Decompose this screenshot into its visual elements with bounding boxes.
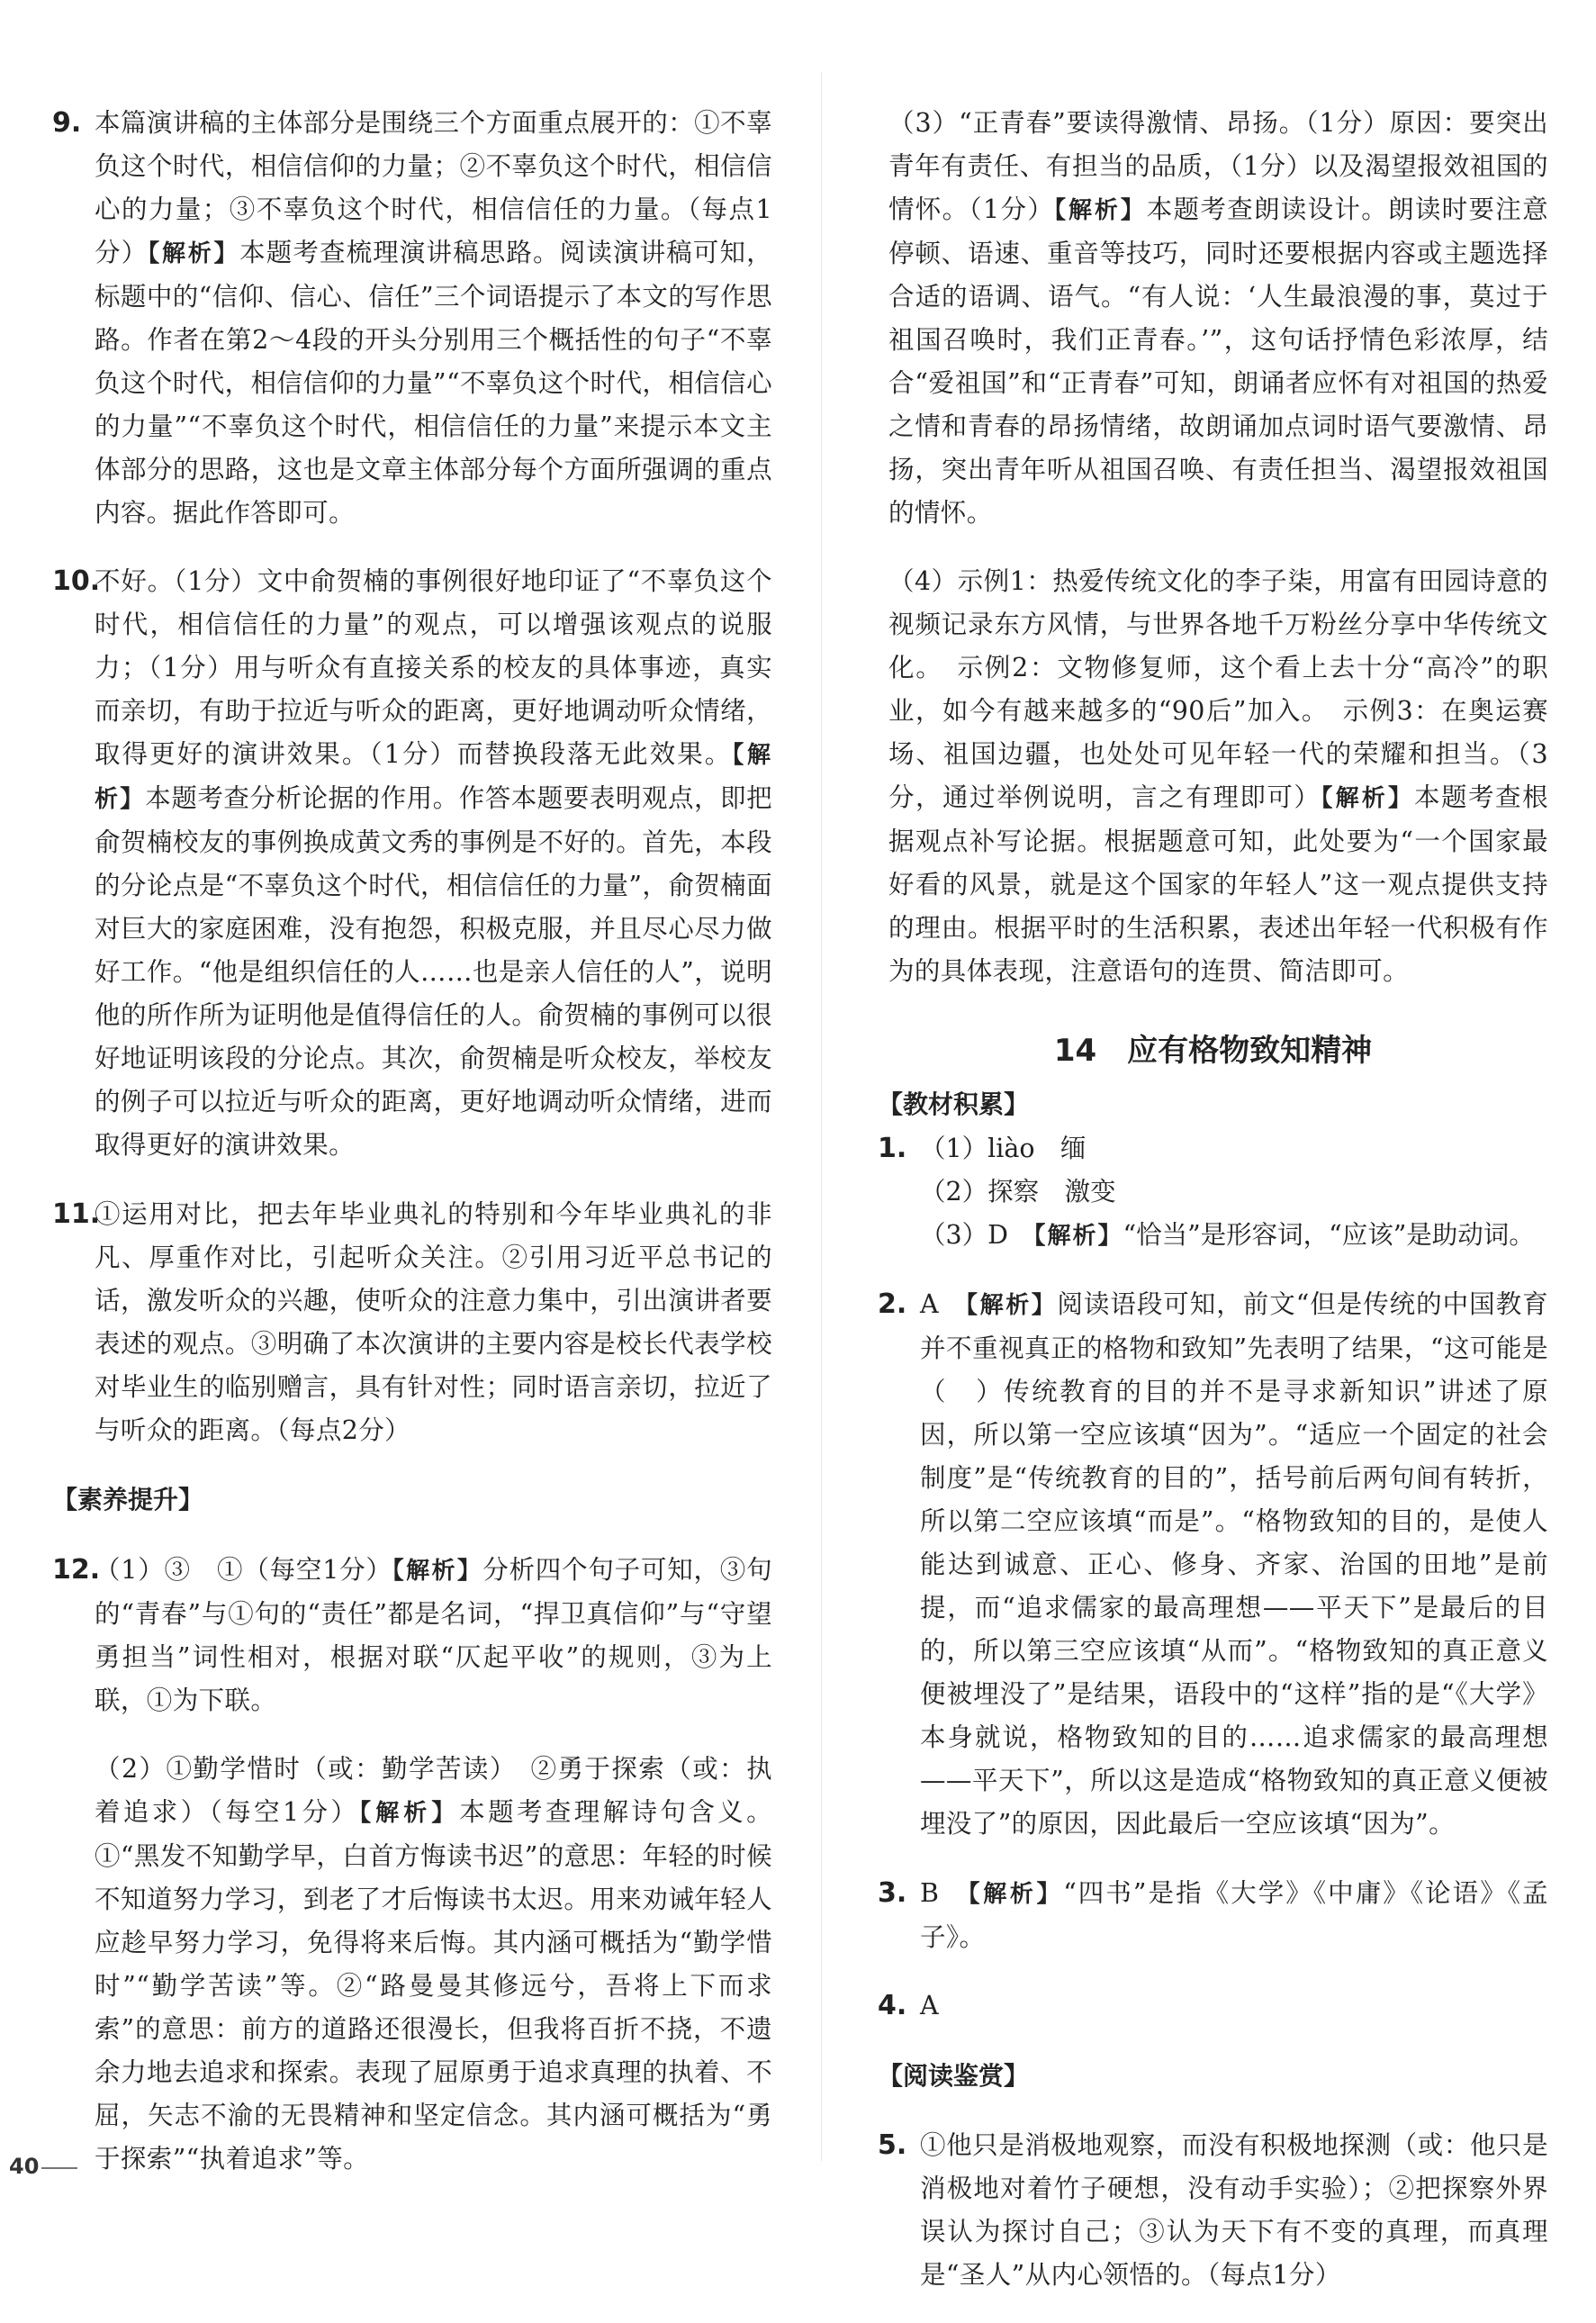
question-number: 3. [878, 1876, 907, 1909]
question-number: 12. [52, 1553, 101, 1586]
analysis-label: 【解析】 [1321, 785, 1414, 812]
analysis-text: 阅读语段可知，前文“但是传统的中国教育并不重视真正的格物和致知”先表明了结果，“这可能是（ ）传统教育的目的并不是寻求新知识”讲述了原因，所以第一空应该填“因为”。“适应一个固定的社会制度”是“传统教育的目的”，括号前后两句间有转折，所以第二空应该填“而是”。“格物致知的目的，是使人能达到诚意、正心、修身、齐家、治国的田地”是前提，而“追求儒家的最高理想——平天下”是最后的目的，所以第三空应该填“从而”。“格物致知的真正意义便被埋没了”是结果，语段中的“这样”指的是“《大学》本身就说，格物致知的目的……追求儒家的最高理想——平天下”，所以这是造成“格物致知的真正意义便被埋没了”的原因，因此最后一空应该填“因为”。 [920, 1289, 1548, 1839]
question-number: 4. [878, 1990, 907, 2021]
analysis-text: 分析四个句子可知，③句的“青春”与①句的“责任”都是名词，“捍卫真信仰”与“守望勇担当”词性相对，根据对联“仄起平收”的规则，③为上联，①为下联。 [95, 1554, 772, 1715]
answer-text: B 【解析】“四书”是指《大学》《中庸》《论语》《孟子》。 [920, 1877, 1548, 1952]
analysis-text: “四书”是指《大学》《中庸》《论语》《孟子》。 [920, 1877, 1548, 1952]
question-13-part-3 [878, 102, 1548, 535]
answer-text: （1）③ ①（每空1分）【解析】分析四个句子可知，③句的“青春”与①句的“责任”都是名词，“捍卫真信仰”与“守望勇担当”词性相对，根据对联“仄起平收”的规则，③为上联，①为下联。 [95, 1554, 772, 1715]
question-number: 2. [878, 1288, 907, 1320]
question-4 [878, 1984, 1548, 2028]
question-2 [878, 1283, 1548, 1846]
analysis-label: 【解析】 [392, 1557, 483, 1585]
question-10 [52, 560, 772, 1167]
question-11 [52, 1193, 772, 1452]
question-number: 5. [878, 2129, 907, 2161]
answer-text: ①运用对比，把去年毕业典礼的特别和今年毕业典礼的非凡、厚重作对比，引起听众关注。②引用习近平总书记的话，激发听众的兴趣，使听众的注意力集中，引出演讲者要表述的观点。③明确了本次演讲的主要内容是校长代表学校对毕业生的临别赠言，具有针对性；同时语言亲切，拉近了与听众的距离。（每点2分） [95, 1198, 772, 1445]
section-heading-suyang: 【素养提升】 [52, 1485, 204, 1514]
analysis-label: 【解析】 [968, 1880, 1064, 1908]
column-divider [821, 72, 822, 2161]
question-12 [52, 1549, 772, 2182]
answer-text: ①他只是消极地观察，而没有积极地探测（或：他只是消极地对着竹子硬想，没有动手实验）；②把探察外界误认为探讨自己；③认为天下有不变的真理，而真理是“圣人”从内心领悟的。（每点1分） [920, 2130, 1548, 2290]
answer-text: （3）“正青春”要读得激情、昂扬。（1分）原因：要突出青年有责任、有担当的品质，（1分）以及渴望报效祖国的情怀。（1分）【解析】本题考查朗读设计。朗读时要注意停顿、语速、重音等技巧，同时还要根据内容或主题选择合适的语调、语气。“有人说：‘人生最浪漫的事，莫过于祖国召唤时，我们正青春。’”，这句话抒情色彩浓厚，结合“爱祖国”和“正青春”可知，朗诵者应怀有对祖国的热爱之情和青春的昂扬情绪，故朗诵加点词时语气要激情、昂扬，突出青年听从祖国召唤、有责任担当、渴望报效祖国的情怀。 [888, 107, 1548, 528]
answer-text: A 【解析】阅读语段可知，前文“但是传统的中国教育并不重视真正的格物和致知”先表明了结果，“这可能是（ ）传统教育的目的并不是寻求新知识”讲述了原因，所以第一空应该填“因为”。“适应一个固定的社会制度”是“传统教育的目的”，括号前后两句间有转折，所以第二空应该填“而是”。“格物致知的目的，是使人能达到诚意、正心、修身、齐家、治国的田地”是前提，而“追求儒家的最高理想——平天下”是最后的目的，所以第三空应该填“从而”。“格物致知的真正意义便被埋没了”是结果，语段中的“这样”指的是“《大学》本身就说，格物致知的目的……追求儒家的最高理想——平天下”，所以这是造成“格物致知的真正意义便被埋没了”的原因，因此最后一空应该填“因为”。 [920, 1289, 1548, 1839]
page-number: 40 [9, 2154, 40, 2179]
analysis-label: 【解析】 [148, 240, 240, 267]
analysis-text: 本题考查梳理演讲稿思路。阅读演讲稿可知，标题中的“信仰、信心、信任”三个词语提示了本文的写作思路。作者在第2～4段的开头分别用三个概括性的句子“不辜负这个时代，相信信仰的力量”“不辜负这个时代，相信信心的力量”“不辜负这个时代，相信信任的力量”来提示本文主体部分的思路，这也是文章主体部分每个方面所强调的重点内容。据此作答即可。 [95, 237, 772, 528]
question-number: 11. [52, 1198, 101, 1230]
answer-line: （3）D 【解析】“恰当”是形容词，“应该”是助动词。 [920, 1219, 1535, 1250]
answer-text: A [920, 1991, 939, 2020]
answer-text: （2）①勤学惜时（或：勤学苦读） ②勇于探索（或：执着追求）（每空1分）【解析】本题考查理解诗句含义。①“黑发不知勤学早，白首方悔读书迟”的意思：年轻的时候不知道努力学习，到老了才后悔读书太迟。用来劝诫年轻人应趁早努力学习，免得将来后悔。其内涵可概括为“勤学惜时”“勤学苦读”等。②“路曼曼其修远兮，吾将上下而求索”的意思：前方的道路还很漫长，但我将百折不挠，不遗余力地去追求和探索。表现了屈原勇于追求真理的执着、不屈，矢志不渝的无畏精神和坚定信念。其内涵可概括为“勇于探索”“执着追求”等。 [95, 1754, 772, 2174]
answer-line: （1）liào 缅 [920, 1133, 1087, 1163]
analysis-label: 【解析】 [1033, 1222, 1123, 1250]
answer-text: 不好。（1分）文中俞贺楠的事例很好地印证了“不辜负这个时代，相信信任的力量”的观点，可以增强该观点的说服力；（1分）用与听众有直接关系的校友的具体事迹，真实而亲切，有助于拉近与听众的距离，更好地调动听众情绪，取得更好的演讲效果。（1分）而替换段落无此效果。【解析】本题考查分析论据的作用。作答本题要表明观点，即把俞贺楠校友的事例换成黄文秀的事例是不好的。首先，本段的分论点是“不辜负这个时代，相信信任的力量”，俞贺楠面对巨大的家庭困难，没有抱怨，积极克服，并且尽心尽力做好工作。“他是组织信任的人……也是亲人信任的人”，说明他的所作所为证明他是值得信任的人。俞贺楠的事例可以很好地证明该段的分论点。其次，俞贺楠是听众校友，举校友的例子可以拉近与听众的距离，更好地调动听众情绪，进而取得更好的演讲效果。 [95, 566, 772, 1160]
analysis-label: 【解析】 [95, 742, 772, 813]
question-5 [878, 2124, 1548, 2297]
question-number: 9. [52, 106, 82, 139]
answer-text: 本篇演讲稿的主体部分是围绕三个方面重点展开的：①不辜负这个时代，相信信仰的力量；②不辜负这个时代，相信信心的力量；③不辜负这个时代，相信信任的力量。（每点1分）【解析】本题考查梳理演讲稿思路。阅读演讲稿可知，标题中的“信仰、信心、信任”三个词语提示了本文的写作思路。作者在第2～4段的开头分别用三个概括性的句子“不辜负这个时代，相信信仰的力量”“不辜负这个时代，相信信心的力量”“不辜负这个时代，相信信任的力量”来提示本文主体部分的思路，这也是文章主体部分每个方面所强调的重点内容。据此作答即可。 [95, 107, 772, 528]
section-heading-jiaocai: 【教材积累】 [878, 1089, 1030, 1119]
answer-text: （4）示例1：热爱传统文化的李子柒，用富有田园诗意的视频记录东方风情，与世界各地千万粉丝分享中华传统文化。 示例2：文物修复师，这个看上去十分“高冷”的职业，如今有越来越多的“90后”加入。 示例3：在奥运赛场、祖国边疆，也处处可见年轻一代的荣耀和担当。（3分，通过举例说明，言之有理即可）【解析】本题考查根据观点补写论据。根据题意可知，此处要为“一个国家最好看的风景，就是这个国家的年轻人”这一观点提供支持的理由。根据平时的生活积累，表述出年轻一代积极有作为的具体表现，注意语句的连贯、简洁即可。 [888, 566, 1548, 986]
question-number: 10. [52, 565, 101, 597]
analysis-text: 本题考查理解诗句含义。①“黑发不知勤学早，白首方悔读书迟”的意思：年轻的时候不知道努力学习，到老了才后悔读书太迟。用来劝诫年轻人应趁早努力学习，免得将来后悔。其内涵可概括为“勤学惜时”“勤学苦读”等。②“路曼曼其修远兮，吾将上下而求索”的意思：前方的道路还很漫长，但我将百折不挠，不遗余力地去追求和探索。表现了屈原勇于追求真理的执着、不屈，矢志不渝的无畏精神和坚定信念。其内涵可概括为“勇于探索”“执着追求”等。 [95, 1797, 772, 2174]
analysis-text: 本题考查朗读设计。朗读时要注意停顿、语速、重音等技巧，同时还要根据内容或主题选择合适的语调、语气。“有人说：‘人生最浪漫的事，莫过于祖国召唤时，我们正青春。’”，这句话抒情色彩浓厚，结合“爱祖国”和“正青春”可知，朗诵者应怀有对祖国的热爱之情和青春的昂扬情绪，故朗诵加点词时语气要激情、昂扬，突出青年听从祖国召唤、有责任担当、渴望报效祖国的情怀。 [888, 194, 1548, 528]
section-heading-yuedu: 【阅读鉴赏】 [878, 2060, 1030, 2091]
analysis-label: 【解析】 [1054, 196, 1147, 224]
analysis-text: “恰当”是形容词，“应该”是助动词。 [1123, 1219, 1535, 1250]
question-13-part-4 [878, 560, 1548, 993]
right-column [878, 76, 1548, 2323]
question-number: 1. [878, 1132, 907, 1164]
analysis-text: 本题考查根据观点补写论据。根据题意可知，此处要为“一个国家最好看的风景，就是这个国家的年轻人”这一观点提供支持的理由。根据平时的生活积累，表述出年轻一代积极有作为的具体表现，注意语句的连贯、简洁即可。 [888, 782, 1548, 986]
chapter-title: 14 应有格物致知精神 [1053, 1032, 1373, 1069]
question-1 [878, 1127, 1548, 1258]
left-column [52, 76, 772, 2207]
analysis-label: 【解析】 [966, 1292, 1058, 1319]
analysis-label: 【解析】 [359, 1800, 460, 1827]
page-number-rule [41, 2167, 77, 2169]
question-9 [52, 102, 772, 535]
question-3 [878, 1872, 1548, 1959]
answer-line: （2）探察 激变 [920, 1176, 1116, 1207]
analysis-text: 本题考查分析论据的作用。作答本题要表明观点，即把俞贺楠校友的事例换成黄文秀的事例是不好的。首先，本段的分论点是“不辜负这个时代，相信信任的力量”，俞贺楠面对巨大的家庭困难，没有抱怨，积极克服，并且尽心尽力做好工作。“他是组织信任的人……也是亲人信任的人”，说明他的所作所为证明他是值得信任的人。俞贺楠的事例可以很好地证明该段的分论点。其次，俞贺楠是听众校友，举校友的例子可以拉近与听众的距离，更好地调动听众情绪，进而取得更好的演讲效果。 [95, 783, 772, 1160]
